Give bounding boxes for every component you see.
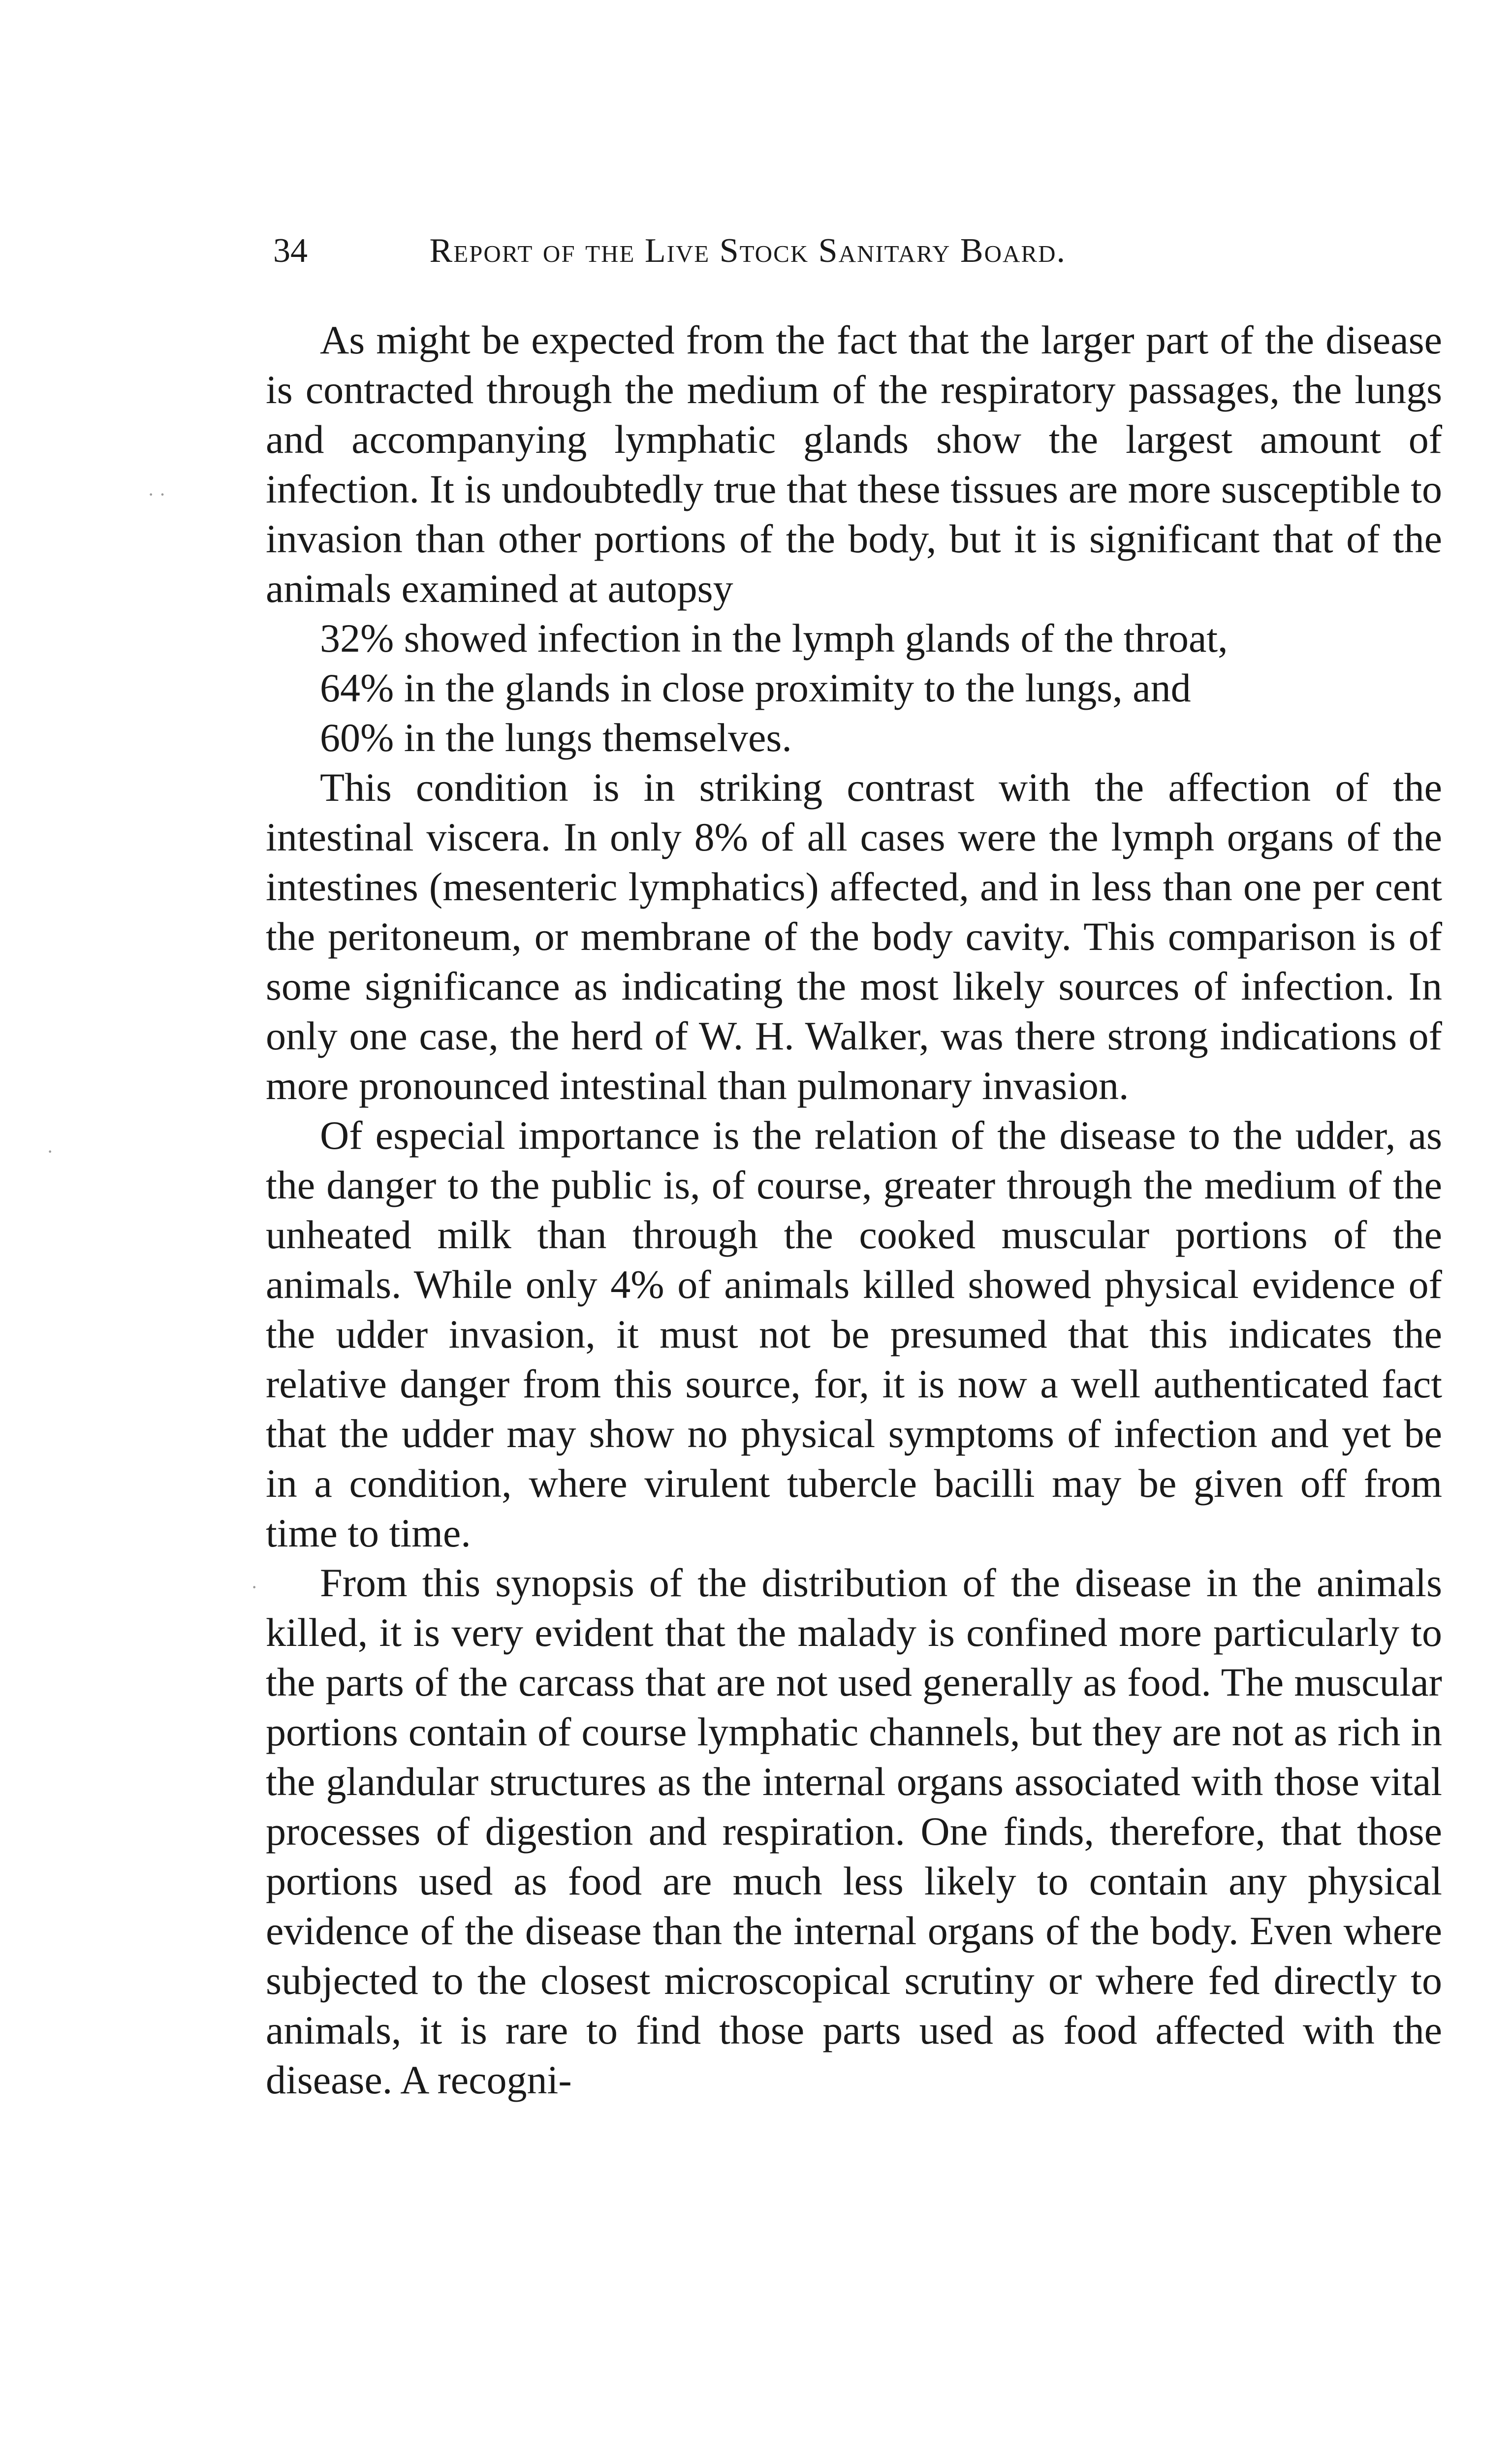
paragraph-synopsis: From this synopsis of the distribution of the disease in the animals killed, it is very evident that the malady is confined more particularly to the parts of the carcass that are not used generally as food. The muscular portions contain of course lymphatic channels, but they are not as rich in the glandular structures as the internal organs associated with those vital processes of digestion and respiration. One finds, therefore, that those portions used as food are much less likely to contain any physical evidence of the disease than the internal organs of the body. Even where subjected to the closest microscopical scrutiny or where fed directly to animals, it is rare to find those parts used as food affected with the disease. A recogni- [266, 1560, 1442, 2102]
page-header [273, 224, 1454, 278]
page-number: 34 [273, 232, 308, 270]
running-head: Report of the Live Stock Sanitary Board. [429, 232, 1066, 270]
margin-speck: · [251, 1576, 258, 1598]
margin-speck: · · [148, 483, 166, 505]
paragraph-respiratory-infection: As might be expected from the fact that the larger part of the disease is contracted through the medium of the respiratory passages, the lungs and accompanying lymphatic glands show the largest amount of infection. It is undoubtedly true that these tissues are more susceptible to invasion than other portions of the body, but it is significant that of the animals examined at autopsy [266, 317, 1442, 611]
body-text [266, 315, 1442, 2105]
paragraph-udder: Of especial importance is the relation of the disease to the udder, as the danger to the public is, of course, greater through the medium of the unheated milk than through the cooked muscular portions of the animals. While only 4% of animals killed showed physical evidence of the udder invasion, it must not be presumed that this indicates the relative danger from this source, for, it is now a well authenticated fact that the udder may show no physical symptoms of infection and yet be in a condition, where virulent tubercle bacilli may be given off from time to time. [266, 1113, 1442, 1555]
margin-speck: · [47, 1140, 54, 1163]
paragraph-intestinal-viscera: This condition is in striking contrast with the affection of the intestinal viscera. In only 8% of all cases were the lymph organs of the intestines (mesenteric lymphatics) affected, and in less than one per cent the peritoneum, or membrane of the body cavity. This comparison is of some significance as indicating the most likely sources of infection. In only one case, the herd of W. H. Walker, was there strong indications of more pronounced intestinal than pulmonary invasion. [266, 765, 1442, 1108]
autopsy-statistics-list [266, 613, 1442, 762]
stat-throat-glands: 32% showed infection in the lymph glands of the throat, [320, 616, 1228, 661]
stat-lung-glands: 64% in the glands in close proximity to the lungs, and [320, 665, 1191, 710]
stat-lungs: 60% in the lungs themselves. [320, 715, 792, 760]
